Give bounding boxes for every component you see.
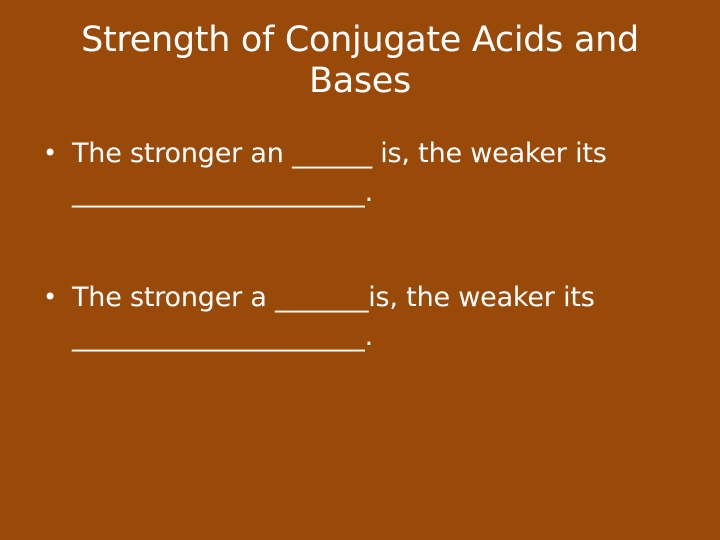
bullet-item-conjugate-acid [38,278,698,356]
bullet-item-conjugate-base [38,134,698,212]
bullet-dot-icon: • [43,283,57,311]
slide-title-line-2: Bases [309,61,411,101]
bullet-text-line-2: ______________________. [72,177,373,208]
bullet-dot-icon: • [43,139,57,167]
slide-title [40,20,680,102]
bullet-list [38,134,698,422]
slide-title-line-1: Strength of Conjugate Acids and [81,20,639,60]
bullet-text-line-2: ______________________. [72,321,373,352]
bullet-text-line-1: The stronger an ______ is, the weaker its [72,138,607,169]
bullet-text-line-1: The stronger a _______is, the weaker its [72,282,595,313]
